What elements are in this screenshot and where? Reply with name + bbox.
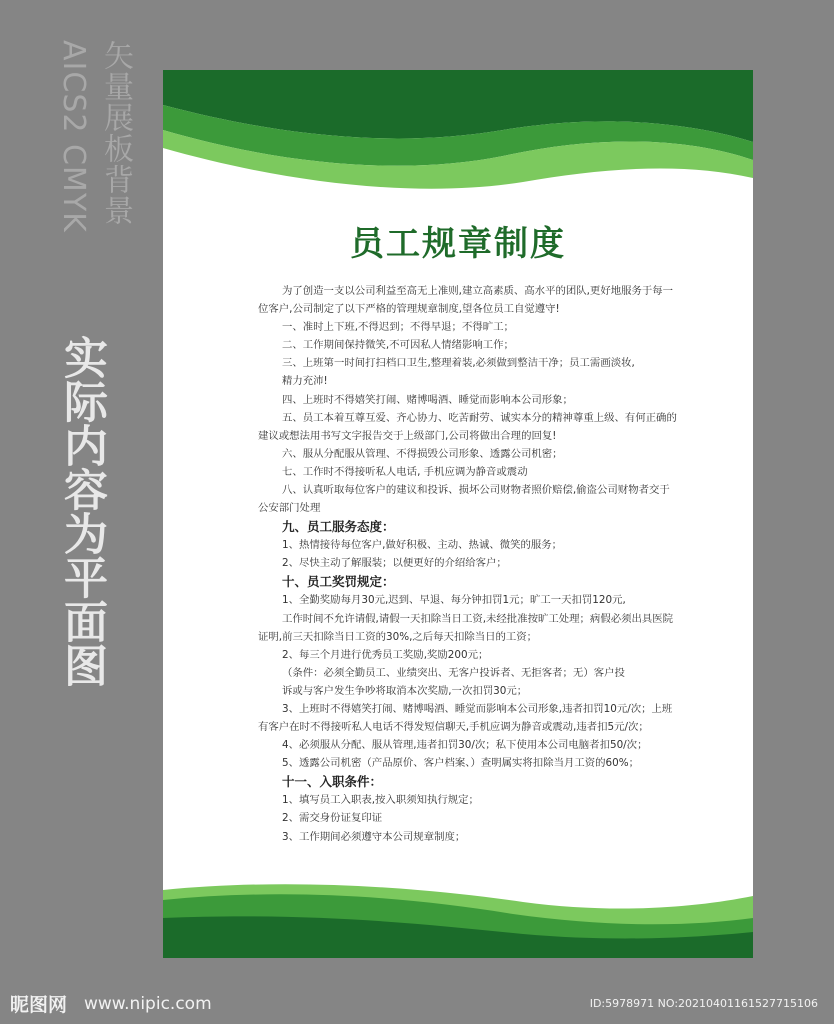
rule-line: 一、准时上下班,不得迟到；不得早退；不得旷工； [282,321,514,334]
rule-line: 证明,前三天扣除当日工资的30%,之后每天扣除当日的工资； [258,630,538,643]
rule-line: 2、尽快主动了解服装；以便更好的介绍给客户； [282,557,507,570]
poster-title: 员工规章制度 [350,224,566,264]
rule-line: 建议或想法用书写文字报告交于上级部门,公司将做出合理的回复! [258,429,557,442]
watermark-caption: 实际内容为平面图 [56,335,107,687]
rule-line: 工作时间不允许请假,请假一天扣除当日工资,未经批准按旷工处理；病假必须出具医院 [282,612,674,625]
rule-line: 4、必须服从分配、服从管理,违者扣罚30/次；私下使用本公司电脑者扣50/次； [282,739,648,752]
rule-line: 四、上班时不得嬉笑打闹、赌博喝酒、睡觉而影响本公司形象； [282,393,573,406]
top-wave-decoration [163,70,753,200]
site-url[interactable]: www.nipic.com [84,994,212,1014]
rule-line: 2、每三个月进行优秀员工奖励,奖励200元； [282,648,489,661]
rule-line: 八、认真听取每位客户的建议和投诉、损坏公司财物者照价赔偿,偷盗公司财物者交于 [282,484,670,497]
bottom-wave-decoration [163,878,753,958]
rule-line: 1、全勤奖励每月30元,迟到、早退、每分钟扣罚1元；旷工一天扣罚120元, [282,594,626,607]
watermark-line-1: 矢量展板背景 [98,40,133,226]
rule-line: 位客户,公司制定了以下严格的管理规章制度,望各位员工自觉遵守! [258,303,560,316]
rule-line: 有客户在时不得接听私人电话不得发短信聊天,手机应调为静音或震动,违者扣5元/次； [258,721,649,734]
rule-line: 五、员工本着互尊互爱、齐心协力、吃苦耐劳、诚实本分的精神尊重上级、有何正确的 [282,411,677,424]
rule-line: 为了创造一支以公司利益至高无上准则,建立高素质、高水平的团队,更好地服务于每一 [282,285,674,297]
rules-text-block [258,282,693,846]
section-heading: 十、员工奖罚规定： [282,574,395,590]
rule-line: 1、填写员工入职表,按入职须知执行规定； [282,794,479,807]
watermark-text [52,40,136,233]
rule-line: 5、透露公司机密（产品原价、客户档案、）查明属实将扣除当月工资的60%； [282,757,640,770]
rule-line: 二、工作期间保持微笑,不可因私人情绪影响工作； [282,339,514,352]
rule-line: 3、上班时不得嬉笑打闹、赌博喝酒、睡觉而影响本公司形象,违者扣罚10元/次；上班 [282,702,673,715]
rule-line: 七、工作时不得接听私人电话, 手机应调为静音或震动 [282,465,528,478]
rule-line: 2、需交身份证复印证 [282,812,383,825]
rule-line: （条件：必须全勤员工、业绩突出、无客户投诉者、无拒客者；无）客户投 [282,666,625,679]
nipic-logo: 昵图网 [10,994,68,1016]
section-heading: 九、员工服务态度： [282,519,395,535]
rule-line: 3、工作期间必须遵守本公司规章制度； [282,830,466,843]
image-id-text: ID:5978971 NO:20210401161527715106 [589,997,818,1010]
rule-line: 诉或与客户发生争吵将取消本次奖励,一次扣罚30元； [282,684,528,697]
rule-line: 精力充沛! [282,375,328,388]
rule-line: 六、服从分配服从管理、不得损毁公司形象、透露公司机密； [282,447,563,460]
rule-line: 公安部门处理 [258,502,321,515]
watermark-line-2: AICS2 CMYK [56,40,91,233]
rule-line: 1、热情接待每位客户,做好积极、主动、热诚、微笑的服务； [282,539,563,552]
section-heading: 十一、入职条件： [282,774,383,790]
poster-board [163,70,753,958]
rule-line: 三、上班第一时间打扫档口卫生,整理着装,必须做到整洁干净；员工需画淡妆, [282,357,635,370]
